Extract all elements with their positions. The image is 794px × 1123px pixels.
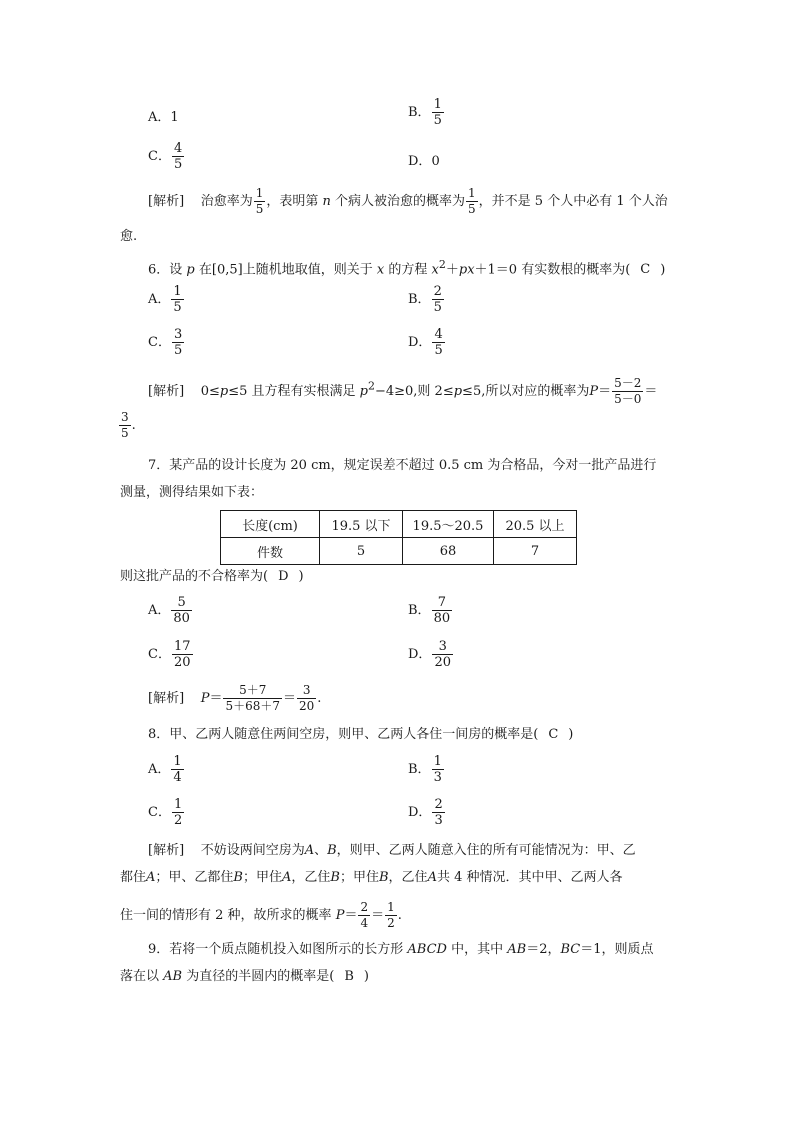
q7-option-d xyxy=(408,639,454,670)
text: 则这批产品的不合格率为( xyxy=(120,569,269,584)
option-label: B． xyxy=(408,292,431,307)
q8-option-a xyxy=(148,754,185,785)
text: 共 4 种情况．其中甲、乙两人各 xyxy=(436,870,623,885)
denominator: 20 xyxy=(299,699,315,713)
option-label: B． xyxy=(408,762,431,777)
fraction xyxy=(432,97,444,128)
fraction xyxy=(171,595,192,626)
answer: C xyxy=(548,727,559,742)
denominator: 4 xyxy=(173,770,182,785)
q5-analysis-cont xyxy=(120,228,137,246)
denominator: 3 xyxy=(434,813,443,828)
denominator: 3 xyxy=(433,770,442,785)
table-cell: 68 xyxy=(403,538,494,565)
fraction xyxy=(172,639,193,670)
variable: P xyxy=(335,908,345,923)
table-cell: 件数 xyxy=(221,538,320,565)
answer: D xyxy=(278,569,289,584)
option-label: C． xyxy=(148,335,171,350)
option-label: C． xyxy=(148,149,171,164)
denominator: 2 xyxy=(387,916,395,930)
denominator: 80 xyxy=(433,611,451,626)
q7-data-table xyxy=(220,510,577,565)
denominator: 4 xyxy=(360,916,369,930)
denominator: 20 xyxy=(434,655,451,670)
table-cell: 长度(cm) xyxy=(221,511,320,538)
numerator: 1 xyxy=(255,186,264,200)
option-value: 0 xyxy=(431,154,440,169)
q7-analysis xyxy=(148,683,321,714)
denominator: 80 xyxy=(173,611,190,626)
q6-option-d xyxy=(408,327,446,358)
denominator: 5 xyxy=(433,113,442,128)
text: 愈. xyxy=(120,229,138,244)
text: ，乙住 xyxy=(291,870,331,885)
text: . xyxy=(397,908,402,923)
text: ) xyxy=(660,262,666,278)
variable: AB xyxy=(163,969,183,984)
numerator: 1 xyxy=(468,186,476,200)
text: 7．某产品的设计长度为 20 cm，规定误差不超过 0.5 cm 为合格品，今对一批产品进行 xyxy=(148,458,657,473)
numerator: 1 xyxy=(173,284,182,299)
numerator: 1 xyxy=(433,754,442,769)
text: ，并不是 5 个人中必有 1 个人治 xyxy=(478,194,668,209)
variable: p xyxy=(219,384,229,399)
denominator: 5 xyxy=(173,157,183,172)
text: 不妨设两间空房为 xyxy=(200,843,305,858)
text: 中，其中 xyxy=(451,942,504,957)
table-cell: 20.5 以上 xyxy=(494,511,577,538)
numerator: 3 xyxy=(173,327,183,342)
fraction xyxy=(385,900,397,931)
numerator: 1 xyxy=(173,797,183,812)
q6-analysis xyxy=(148,376,657,407)
variable: A xyxy=(304,843,315,858)
text: ＝ xyxy=(283,691,297,706)
numerator: 3 xyxy=(438,639,447,654)
q5-analysis xyxy=(148,186,668,217)
analysis-tag: [解析] xyxy=(148,194,185,209)
fraction xyxy=(297,683,316,714)
analysis-tag: [解析] xyxy=(148,843,185,858)
text: 0≤ xyxy=(200,384,220,399)
text: ≤5,所以对应的概率为 xyxy=(462,384,590,399)
text: −4≥0,则 2≤ xyxy=(374,384,454,399)
option-label: D． xyxy=(408,154,432,169)
denominator: 5－0 xyxy=(614,392,642,406)
fraction xyxy=(223,683,282,714)
option-value: 1 xyxy=(170,110,179,125)
fraction xyxy=(171,284,183,315)
answer: C xyxy=(640,262,651,278)
q9-stem-line2 xyxy=(120,968,369,986)
table-cell: 19.5～20.5 xyxy=(403,511,494,538)
option-label: D． xyxy=(408,805,432,820)
text: ＝ xyxy=(644,384,658,399)
denominator: 20 xyxy=(173,655,191,670)
text: ＝2， xyxy=(526,942,561,957)
text: ＋1＝0 有实数根的概率为( xyxy=(474,262,631,278)
variable: p xyxy=(186,262,195,278)
text: 治愈率为 xyxy=(200,194,253,209)
option-label: A． xyxy=(148,603,171,618)
variable: P xyxy=(589,384,599,399)
variable: A xyxy=(427,870,437,885)
variable: B xyxy=(233,870,243,885)
numerator: 1 xyxy=(387,900,395,914)
option-label: A． xyxy=(148,110,171,125)
q8-analysis-line1 xyxy=(148,842,636,860)
q6-option-a xyxy=(148,284,185,315)
numerator: 5 xyxy=(177,595,186,610)
fraction xyxy=(432,639,453,670)
text: ，则甲、乙两人随意入住的所有可能情况为：甲、乙 xyxy=(336,843,636,858)
numerator: 4 xyxy=(173,141,183,156)
variable: B xyxy=(327,843,337,858)
text: ＝ xyxy=(344,908,358,923)
q7-stem-line2 xyxy=(120,484,263,502)
q9-stem-line1 xyxy=(148,941,654,959)
text: 为直径的半圆内的概率是( xyxy=(186,969,335,984)
q6-option-c xyxy=(148,327,185,358)
denominator: 5 xyxy=(434,343,443,358)
variable: x xyxy=(467,262,475,278)
numerator: 7 xyxy=(437,595,446,610)
fraction xyxy=(172,327,184,358)
q7-option-b xyxy=(408,595,453,626)
fraction xyxy=(432,595,453,626)
numerator: 17 xyxy=(173,639,191,654)
text: 、 xyxy=(314,843,328,858)
fraction xyxy=(612,376,643,407)
option-label: B． xyxy=(408,105,431,120)
q7-stem-line1 xyxy=(148,457,656,475)
table-cell: 19.5 以下 xyxy=(320,511,403,538)
table-row xyxy=(221,538,577,565)
fraction xyxy=(432,797,444,828)
text: ) xyxy=(568,727,574,742)
denominator: 5 xyxy=(433,300,442,315)
variable: x xyxy=(431,262,439,278)
q5-option-a xyxy=(148,106,179,125)
q8-analysis-line3 xyxy=(120,900,402,931)
fraction xyxy=(172,141,184,172)
text: 在[0,5]上随机地取值，则关于 xyxy=(198,262,373,278)
numerator: 1 xyxy=(173,754,182,769)
q5-option-d xyxy=(408,150,440,169)
text: ，表明第 xyxy=(266,194,319,209)
table-row xyxy=(221,511,577,538)
table-cell: 5 xyxy=(320,538,403,565)
exponent: 2 xyxy=(438,258,446,271)
text: ；甲住 xyxy=(339,870,379,885)
variable: ABCD xyxy=(407,942,447,957)
analysis-tag: [解析] xyxy=(148,384,185,399)
variable: p xyxy=(359,384,368,399)
fraction xyxy=(254,186,266,217)
text: ；甲住 xyxy=(242,870,282,885)
variable: p xyxy=(453,384,463,399)
text: 9．若将一个质点随机投入如图所示的长方形 xyxy=(148,942,404,957)
numerator: 1 xyxy=(433,97,442,112)
denominator: 5 xyxy=(173,343,183,358)
exponent: 2 xyxy=(367,379,375,393)
text: ) xyxy=(363,969,369,984)
numerator: 2 xyxy=(360,900,369,914)
q6-option-b xyxy=(408,284,445,315)
denominator: 5 xyxy=(173,300,182,315)
q7-option-c xyxy=(148,639,194,670)
fraction xyxy=(432,327,444,358)
variable: B xyxy=(378,870,389,885)
text: ，乙住 xyxy=(388,870,428,885)
analysis-tag: [解析] xyxy=(148,691,185,706)
text: ＝ xyxy=(598,384,612,399)
numerator: 3 xyxy=(121,410,129,424)
fraction xyxy=(432,284,444,315)
variable: B xyxy=(330,870,340,885)
option-label: C． xyxy=(148,647,171,662)
variable: AB xyxy=(507,942,527,957)
numerator: 4 xyxy=(434,327,443,342)
variable: A xyxy=(146,870,156,885)
q6-stem xyxy=(148,256,665,279)
q8-stem xyxy=(148,726,573,744)
q8-option-b xyxy=(408,754,445,785)
q8-analysis-line2 xyxy=(120,869,623,887)
numerator: 3 xyxy=(302,683,311,697)
text: 的方程 xyxy=(388,262,428,278)
text: ) xyxy=(298,569,304,584)
table-cell: 7 xyxy=(494,538,577,565)
numerator: 5－2 xyxy=(614,376,642,390)
answer: B xyxy=(344,969,354,984)
fraction xyxy=(358,900,370,931)
q7-option-a xyxy=(148,595,193,626)
text: ；甲、乙都住 xyxy=(155,870,234,885)
fraction xyxy=(171,754,183,785)
denominator: 5 xyxy=(468,202,476,216)
text: 都住 xyxy=(120,870,147,885)
numerator: 5＋7 xyxy=(239,683,267,697)
option-label: D． xyxy=(408,335,432,350)
q7-question xyxy=(120,568,304,586)
q5-option-c xyxy=(148,141,185,172)
q6-analysis-result xyxy=(118,410,136,441)
option-label: A． xyxy=(148,292,171,307)
numerator: 2 xyxy=(433,284,442,299)
variable: P xyxy=(200,691,210,706)
q5-option-b xyxy=(408,97,445,128)
denominator: 2 xyxy=(173,813,183,828)
denominator: 5 xyxy=(121,426,129,440)
fraction xyxy=(172,797,184,828)
text: 6．设 xyxy=(148,262,183,278)
text: ≤5 且方程有实根满足 xyxy=(228,384,356,399)
numerator: 2 xyxy=(434,797,443,812)
option-label: D． xyxy=(408,647,432,662)
text: . xyxy=(131,418,136,433)
text: 落在以 xyxy=(120,969,160,984)
option-label: B． xyxy=(408,603,431,618)
fraction xyxy=(119,410,131,441)
option-label: A． xyxy=(148,762,171,777)
denominator: 5 xyxy=(255,202,264,216)
option-label: C． xyxy=(148,805,171,820)
fraction xyxy=(432,754,444,785)
text: ＋ xyxy=(445,262,459,278)
variable: n xyxy=(322,194,331,209)
text: ＝ xyxy=(209,691,223,706)
variable: x xyxy=(376,262,385,278)
fraction xyxy=(466,186,478,217)
text: ＝1，则质点 xyxy=(580,942,654,957)
text: . xyxy=(317,691,322,706)
variable: BC xyxy=(560,942,581,957)
text: ＝ xyxy=(371,908,385,923)
variable: A xyxy=(282,870,292,885)
text: 8．甲、乙两人随意住两间空房，则甲、乙两人各住一间房的概率是( xyxy=(148,727,539,742)
q8-option-d xyxy=(408,797,446,828)
denominator: 5＋68＋7 xyxy=(225,699,280,713)
text: 测量，测得结果如下表： xyxy=(120,485,264,500)
variable: p xyxy=(458,262,468,278)
q8-option-c xyxy=(148,797,185,828)
text: 个病人被治愈的概率为 xyxy=(335,194,466,209)
text: 住一间的情形有 2 种，故所求的概率 xyxy=(120,908,332,923)
